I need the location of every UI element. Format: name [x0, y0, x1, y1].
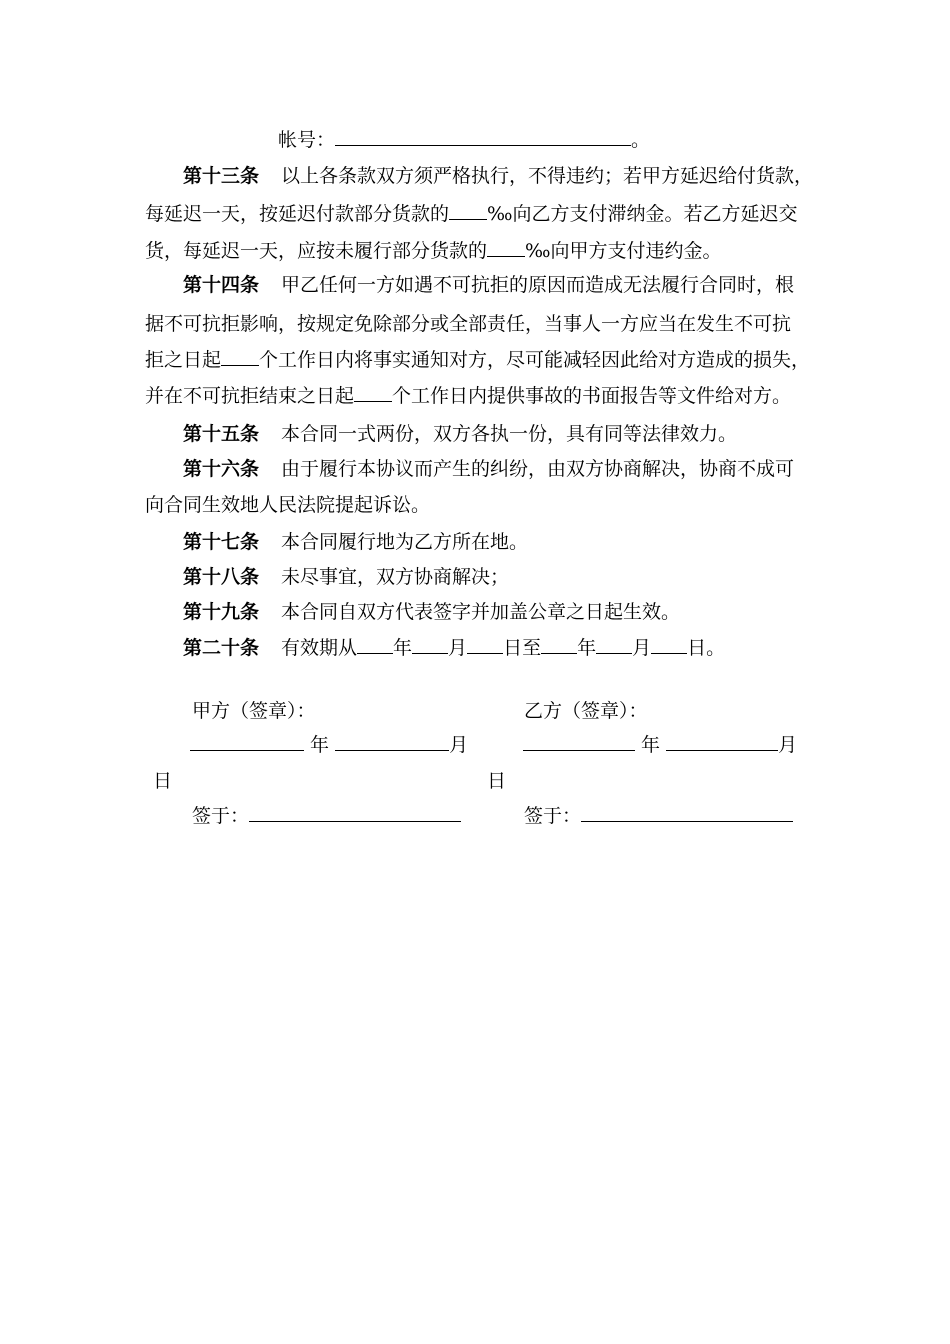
article-13-line-3: 货，每延迟一天，应按未履行部分货款的 ‰向甲方支付违约金。 — [145, 240, 722, 262]
party-a-day: 日 — [153, 770, 173, 792]
late-payment-rate-blank[interactable] — [449, 201, 487, 220]
article-19: 第十九条 本合同自双方代表签字并加盖公章之日起生效。 — [183, 601, 681, 623]
party-b-signed-at-blank[interactable] — [581, 803, 793, 822]
account-blank[interactable] — [335, 127, 631, 146]
article-15: 第十五条 本合同一式两份，双方各执一份，具有同等法律效力。 — [183, 423, 738, 445]
party-b-label: 乙方（签章）： — [524, 700, 648, 722]
party-b-day: 日 — [487, 770, 507, 792]
start-month-blank[interactable] — [412, 635, 448, 654]
start-year-blank[interactable] — [357, 635, 393, 654]
article-16-title: 第十六条 — [183, 458, 260, 480]
party-a-signed-at-blank[interactable] — [249, 803, 461, 822]
article-17: 第十七条 本合同履行地为乙方所在地。 — [183, 531, 529, 553]
account-line: 帐号： 。 — [278, 129, 651, 151]
penalty-rate-blank[interactable] — [487, 238, 525, 257]
article-18-title: 第十八条 — [183, 566, 260, 588]
account-label: 帐号： — [278, 129, 336, 151]
article-19-title: 第十九条 — [183, 601, 260, 623]
party-a-signed-at: 签于： — [192, 803, 461, 829]
article-16-line-2: 向合同生效地人民法院提起诉讼。 — [145, 494, 431, 516]
report-days-blank[interactable] — [354, 383, 392, 402]
party-b-date: 年 月 — [523, 732, 797, 758]
article-14-line-3: 拒之日起 个工作日内将事实通知对方，尽可能减轻因此给对方造成的损失， — [145, 349, 811, 371]
article-13-title: 第十三条 — [183, 165, 260, 187]
article-15-title: 第十五条 — [183, 423, 260, 445]
article-18: 第十八条 未尽事宜，双方协商解决； — [183, 566, 510, 588]
article-16: 第十六条 由于履行本协议而产生的纠纷，由双方协商解决，协商不成可 — [183, 458, 795, 480]
article-14-line-4: 并在不可抗拒结束之日起 个工作日内提供事故的书面报告等文件给对方。 — [145, 385, 792, 407]
article-20: 第二十条 有效期从 年 月 日至 年 月 日。 — [183, 637, 726, 659]
article-14-line-2: 据不可抗拒影响，按规定免除部分或全部责任，当事人一方应当在发生不可抗 — [145, 313, 792, 335]
article-13-line-2: 每延迟一天，按延迟付款部分货款的 ‰向乙方支付滞纳金。若乙方延迟交 — [145, 203, 798, 225]
end-month-blank[interactable] — [596, 635, 632, 654]
party-a-year-blank[interactable] — [190, 732, 304, 751]
party-b-year-blank[interactable] — [523, 732, 635, 751]
party-b-signed-at: 签于： — [524, 803, 793, 829]
article-14: 第十四条 甲乙任何一方如遇不可抗拒的原因而造成无法履行合同时，根 — [183, 274, 795, 296]
article-13: 第十三条 以上各条款双方须严格执行，不得违约；若甲方延迟给付货款， — [183, 165, 814, 187]
party-a-month-blank[interactable] — [335, 732, 449, 751]
start-day-blank[interactable] — [467, 635, 503, 654]
party-a-label: 甲方（签章）： — [192, 700, 316, 722]
notice-days-blank[interactable] — [221, 347, 259, 366]
article-20-title: 第二十条 — [183, 637, 260, 659]
party-b-month-blank[interactable] — [666, 732, 778, 751]
end-year-blank[interactable] — [541, 635, 577, 654]
party-a-date: 年 月 — [190, 732, 468, 758]
end-day-blank[interactable] — [651, 635, 687, 654]
article-17-title: 第十七条 — [183, 531, 260, 553]
article-14-title: 第十四条 — [183, 274, 260, 296]
